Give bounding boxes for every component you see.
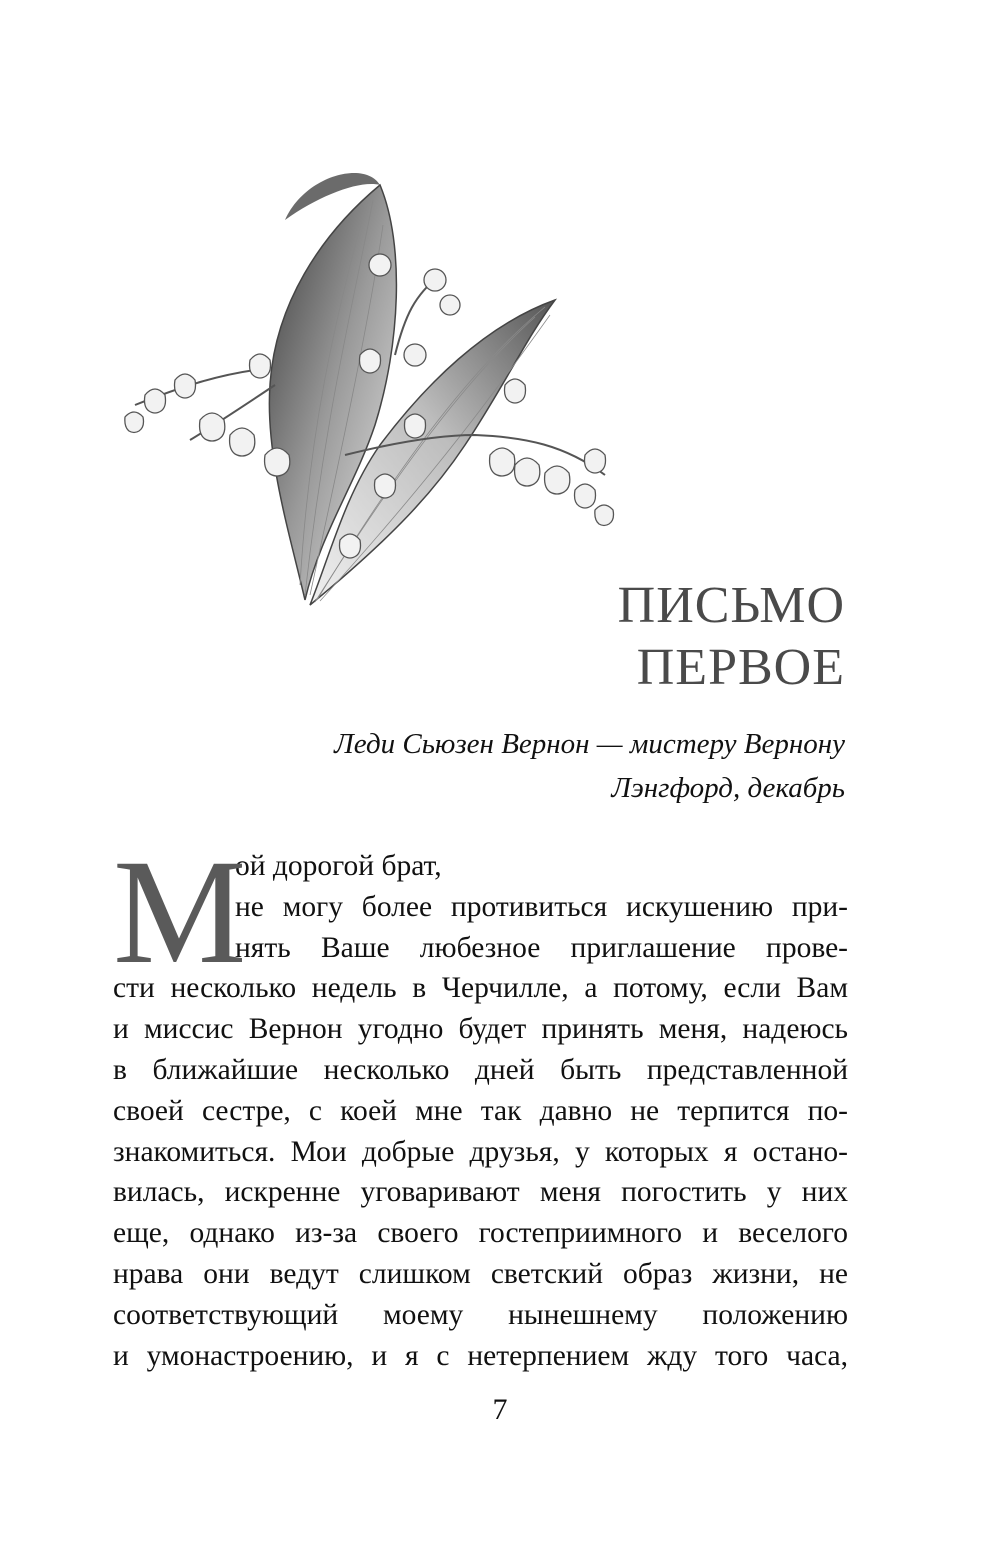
body-line: знакомиться. Мои добрые друзья, у которых я остано- — [113, 1135, 848, 1168]
body-line: вилась, искренне уговаривают меня погостить у них — [113, 1176, 848, 1209]
body-line: и умонастроению, и я с нетерпением жду того часа, — [113, 1339, 848, 1372]
letter-body — [113, 829, 848, 1376]
body-line: соответствующий моему нынешнему положению — [113, 1298, 848, 1331]
epigraph — [334, 722, 845, 810]
chapter-title — [618, 575, 845, 699]
body-line: нрава они ведут слишком светский образ жизни, не — [113, 1257, 848, 1290]
drop-cap: М — [113, 829, 245, 995]
body-line: не могу более противиться искушению при- — [235, 890, 848, 923]
body-line: нять Ваше любезное приглашение прове- — [235, 931, 848, 964]
body-line: своей сестре, с коей мне так давно не терпится по- — [113, 1094, 848, 1127]
lily-of-the-valley-illustration — [105, 155, 635, 610]
page-number: 7 — [492, 1393, 508, 1426]
body-line: сти несколько недель в Черчилле, а потому, если Вам — [113, 972, 848, 1005]
epigraph-addressee: Леди Сьюзен Вернон — мистеру Вернону — [334, 728, 845, 760]
epigraph-place-date: Лэнгфорд, декабрь — [611, 772, 845, 804]
chapter-title-line2: ПЕРВОЕ — [636, 639, 845, 696]
body-line: в ближайшие несколько дней быть представленной — [113, 1053, 848, 1086]
body-line: ой дорогой брат, — [235, 850, 442, 882]
body-line: и миссис Вернон угодно будет принять меня, надеюсь — [113, 1013, 848, 1046]
body-line: еще, однако из-за своего гостеприимного и веселого — [113, 1217, 848, 1250]
chapter-title-line1: ПИСЬМО — [617, 577, 845, 634]
